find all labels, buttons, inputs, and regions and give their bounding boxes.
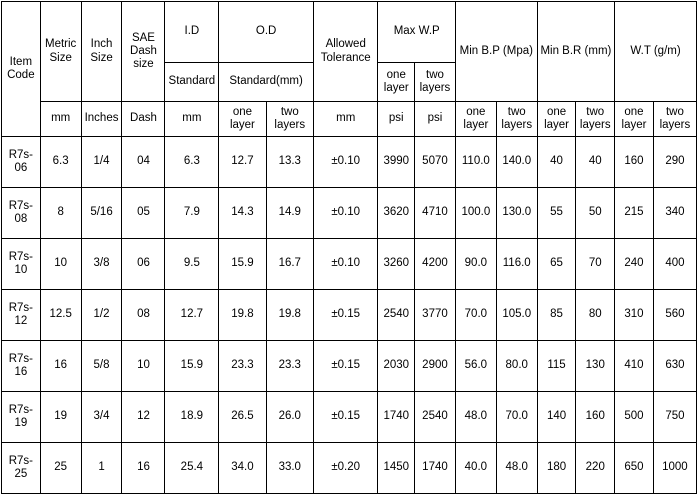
cell-min-br-two-layers: 50 (576, 188, 615, 239)
unit-dash: Dash (122, 102, 165, 137)
cell-min-bp-two-layers: 105.0 (496, 290, 537, 341)
cell-min-bp-two-layers: 116.0 (496, 239, 537, 290)
cell-weight-two-layers: 400 (653, 239, 696, 290)
unit-wp-two-layers: psi (415, 102, 456, 137)
cell-min-br-one-layer: 65 (537, 239, 576, 290)
header-max-wp: Max W.P (378, 2, 455, 63)
cell-sae-dash-size: 12 (122, 392, 165, 443)
cell-max-wp-one-layer: 3620 (378, 188, 415, 239)
cell-min-br-one-layer: 40 (537, 137, 576, 188)
cell-sae-dash-size: 08 (122, 290, 165, 341)
cell-allowed-tolerance: ±0.10 (313, 137, 378, 188)
cell-min-br-one-layer: 180 (537, 443, 576, 494)
cell-outer-diameter-two-layers: 33.0 (266, 443, 313, 494)
header-sae-dash-size: SAE Dash size (122, 2, 165, 102)
cell-allowed-tolerance: ±0.10 (313, 239, 378, 290)
cell-min-br-two-layers: 80 (576, 290, 615, 341)
cell-inner-diameter: 15.9 (165, 341, 219, 392)
cell-min-bp-two-layers: 80.0 (496, 341, 537, 392)
cell-metric-size: 12.5 (40, 290, 81, 341)
cell-min-bp-one-layer: 56.0 (455, 341, 496, 392)
cell-outer-diameter-two-layers: 14.9 (266, 188, 313, 239)
unit-bp-two-layers: two layers (496, 102, 537, 137)
cell-weight-two-layers: 1000 (653, 443, 696, 494)
header-wp-two-layers: two layers (415, 63, 456, 102)
cell-metric-size: 19 (40, 392, 81, 443)
cell-inch-size: 5/16 (81, 188, 122, 239)
cell-max-wp-one-layer: 3260 (378, 239, 415, 290)
cell-inch-size: 1 (81, 443, 122, 494)
cell-outer-diameter-one-layer: 15.9 (219, 239, 266, 290)
cell-max-wp-two-layers: 4200 (415, 239, 456, 290)
unit-od-one-layer: one layer (219, 102, 266, 137)
unit-inch: Inches (81, 102, 122, 137)
cell-allowed-tolerance: ±0.10 (313, 188, 378, 239)
header-allowed-tolerance: Allowed Tolerance (313, 2, 378, 102)
cell-min-bp-one-layer: 110.0 (455, 137, 496, 188)
cell-metric-size: 10 (40, 239, 81, 290)
unit-wp-one-layer: psi (378, 102, 415, 137)
cell-outer-diameter-one-layer: 23.3 (219, 341, 266, 392)
table-body (2, 137, 697, 494)
header-od: O.D (219, 2, 314, 63)
cell-weight-two-layers: 290 (653, 137, 696, 188)
cell-weight-one-layer: 215 (615, 188, 654, 239)
unit-br-two-layers: two layers (576, 102, 615, 137)
header-metric-size: Metric Size (40, 2, 81, 102)
cell-inch-size: 1/2 (81, 290, 122, 341)
cell-metric-size: 6.3 (40, 137, 81, 188)
cell-allowed-tolerance: ±0.15 (313, 341, 378, 392)
cell-max-wp-one-layer: 1450 (378, 443, 415, 494)
header-wt: W.T (g/m) (615, 2, 697, 102)
cell-min-br-two-layers: 40 (576, 137, 615, 188)
cell-item-code: R7s-10 (2, 239, 41, 290)
cell-metric-size: 16 (40, 341, 81, 392)
unit-od-two-layers: two layers (266, 102, 313, 137)
cell-min-br-two-layers: 220 (576, 443, 615, 494)
cell-outer-diameter-two-layers: 23.3 (266, 341, 313, 392)
cell-min-bp-one-layer: 70.0 (455, 290, 496, 341)
table-row (2, 392, 697, 443)
cell-allowed-tolerance: ±0.20 (313, 443, 378, 494)
cell-weight-one-layer: 160 (615, 137, 654, 188)
cell-max-wp-two-layers: 3770 (415, 290, 456, 341)
table-row (2, 137, 697, 188)
cell-outer-diameter-one-layer: 34.0 (219, 443, 266, 494)
cell-min-br-one-layer: 115 (537, 341, 576, 392)
cell-sae-dash-size: 05 (122, 188, 165, 239)
cell-outer-diameter-one-layer: 12.7 (219, 137, 266, 188)
unit-br-one-layer: one layer (537, 102, 576, 137)
cell-weight-one-layer: 310 (615, 290, 654, 341)
table-row (2, 188, 697, 239)
cell-item-code: R7s-06 (2, 137, 41, 188)
table-header-row-units (2, 102, 697, 137)
table-row (2, 341, 697, 392)
cell-outer-diameter-two-layers: 19.8 (266, 290, 313, 341)
cell-max-wp-two-layers: 2540 (415, 392, 456, 443)
cell-sae-dash-size: 04 (122, 137, 165, 188)
cell-min-bp-two-layers: 48.0 (496, 443, 537, 494)
cell-weight-one-layer: 410 (615, 341, 654, 392)
cell-max-wp-one-layer: 2540 (378, 290, 415, 341)
cell-item-code: R7s-08 (2, 188, 41, 239)
unit-wt-two-layers: two layers (653, 102, 696, 137)
cell-weight-one-layer: 500 (615, 392, 654, 443)
cell-min-bp-one-layer: 100.0 (455, 188, 496, 239)
cell-inner-diameter: 7.9 (165, 188, 219, 239)
cell-min-br-two-layers: 130 (576, 341, 615, 392)
cell-inch-size: 3/4 (81, 392, 122, 443)
cell-inner-diameter: 12.7 (165, 290, 219, 341)
header-wp-one-layer: one layer (378, 63, 415, 102)
cell-min-bp-two-layers: 130.0 (496, 188, 537, 239)
cell-allowed-tolerance: ±0.15 (313, 392, 378, 443)
cell-item-code: R7s-16 (2, 341, 41, 392)
header-id: I.D (165, 2, 219, 63)
cell-inner-diameter: 25.4 (165, 443, 219, 494)
header-min-br: Min B.R (mm) (537, 2, 614, 102)
unit-tolerance: mm (313, 102, 378, 137)
cell-max-wp-one-layer: 2030 (378, 341, 415, 392)
unit-id: mm (165, 102, 219, 137)
cell-min-bp-two-layers: 140.0 (496, 137, 537, 188)
cell-max-wp-two-layers: 5070 (415, 137, 456, 188)
cell-outer-diameter-one-layer: 26.5 (219, 392, 266, 443)
cell-max-wp-two-layers: 2900 (415, 341, 456, 392)
cell-outer-diameter-one-layer: 14.3 (219, 188, 266, 239)
header-min-bp: Min B.P (Mpa) (455, 2, 537, 102)
table-header-row-primary (2, 2, 697, 63)
unit-wt-one-layer: one layer (615, 102, 654, 137)
cell-weight-two-layers: 750 (653, 392, 696, 443)
cell-min-br-two-layers: 70 (576, 239, 615, 290)
cell-item-code: R7s-25 (2, 443, 41, 494)
hose-specification-table (1, 1, 697, 494)
cell-outer-diameter-one-layer: 19.8 (219, 290, 266, 341)
cell-max-wp-one-layer: 3990 (378, 137, 415, 188)
cell-min-br-two-layers: 160 (576, 392, 615, 443)
cell-allowed-tolerance: ±0.15 (313, 290, 378, 341)
cell-weight-one-layer: 650 (615, 443, 654, 494)
cell-item-code: R7s-12 (2, 290, 41, 341)
cell-min-bp-one-layer: 48.0 (455, 392, 496, 443)
unit-metric: mm (40, 102, 81, 137)
cell-min-bp-one-layer: 90.0 (455, 239, 496, 290)
cell-min-bp-two-layers: 70.0 (496, 392, 537, 443)
cell-inch-size: 3/8 (81, 239, 122, 290)
cell-outer-diameter-two-layers: 16.7 (266, 239, 313, 290)
cell-inch-size: 5/8 (81, 341, 122, 392)
cell-inner-diameter: 9.5 (165, 239, 219, 290)
table-row (2, 290, 697, 341)
table-row (2, 239, 697, 290)
cell-metric-size: 25 (40, 443, 81, 494)
cell-outer-diameter-two-layers: 26.0 (266, 392, 313, 443)
cell-min-bp-one-layer: 40.0 (455, 443, 496, 494)
cell-weight-one-layer: 240 (615, 239, 654, 290)
header-id-standard: Standard (165, 63, 219, 102)
header-od-standard-mm: Standard(mm) (219, 63, 314, 102)
header-inch-size: Inch Size (81, 2, 122, 102)
table-row (2, 443, 697, 494)
cell-item-code: R7s-19 (2, 392, 41, 443)
cell-metric-size: 8 (40, 188, 81, 239)
header-item-code: Item Code (2, 2, 41, 137)
cell-min-br-one-layer: 85 (537, 290, 576, 341)
cell-sae-dash-size: 06 (122, 239, 165, 290)
cell-max-wp-two-layers: 1740 (415, 443, 456, 494)
cell-inner-diameter: 18.9 (165, 392, 219, 443)
cell-sae-dash-size: 10 (122, 341, 165, 392)
cell-inner-diameter: 6.3 (165, 137, 219, 188)
cell-inch-size: 1/4 (81, 137, 122, 188)
cell-max-wp-two-layers: 4710 (415, 188, 456, 239)
unit-bp-one-layer: one layer (455, 102, 496, 137)
cell-weight-two-layers: 630 (653, 341, 696, 392)
cell-sae-dash-size: 16 (122, 443, 165, 494)
cell-min-br-one-layer: 140 (537, 392, 576, 443)
cell-weight-two-layers: 560 (653, 290, 696, 341)
cell-min-br-one-layer: 55 (537, 188, 576, 239)
cell-outer-diameter-two-layers: 13.3 (266, 137, 313, 188)
cell-weight-two-layers: 340 (653, 188, 696, 239)
cell-max-wp-one-layer: 1740 (378, 392, 415, 443)
